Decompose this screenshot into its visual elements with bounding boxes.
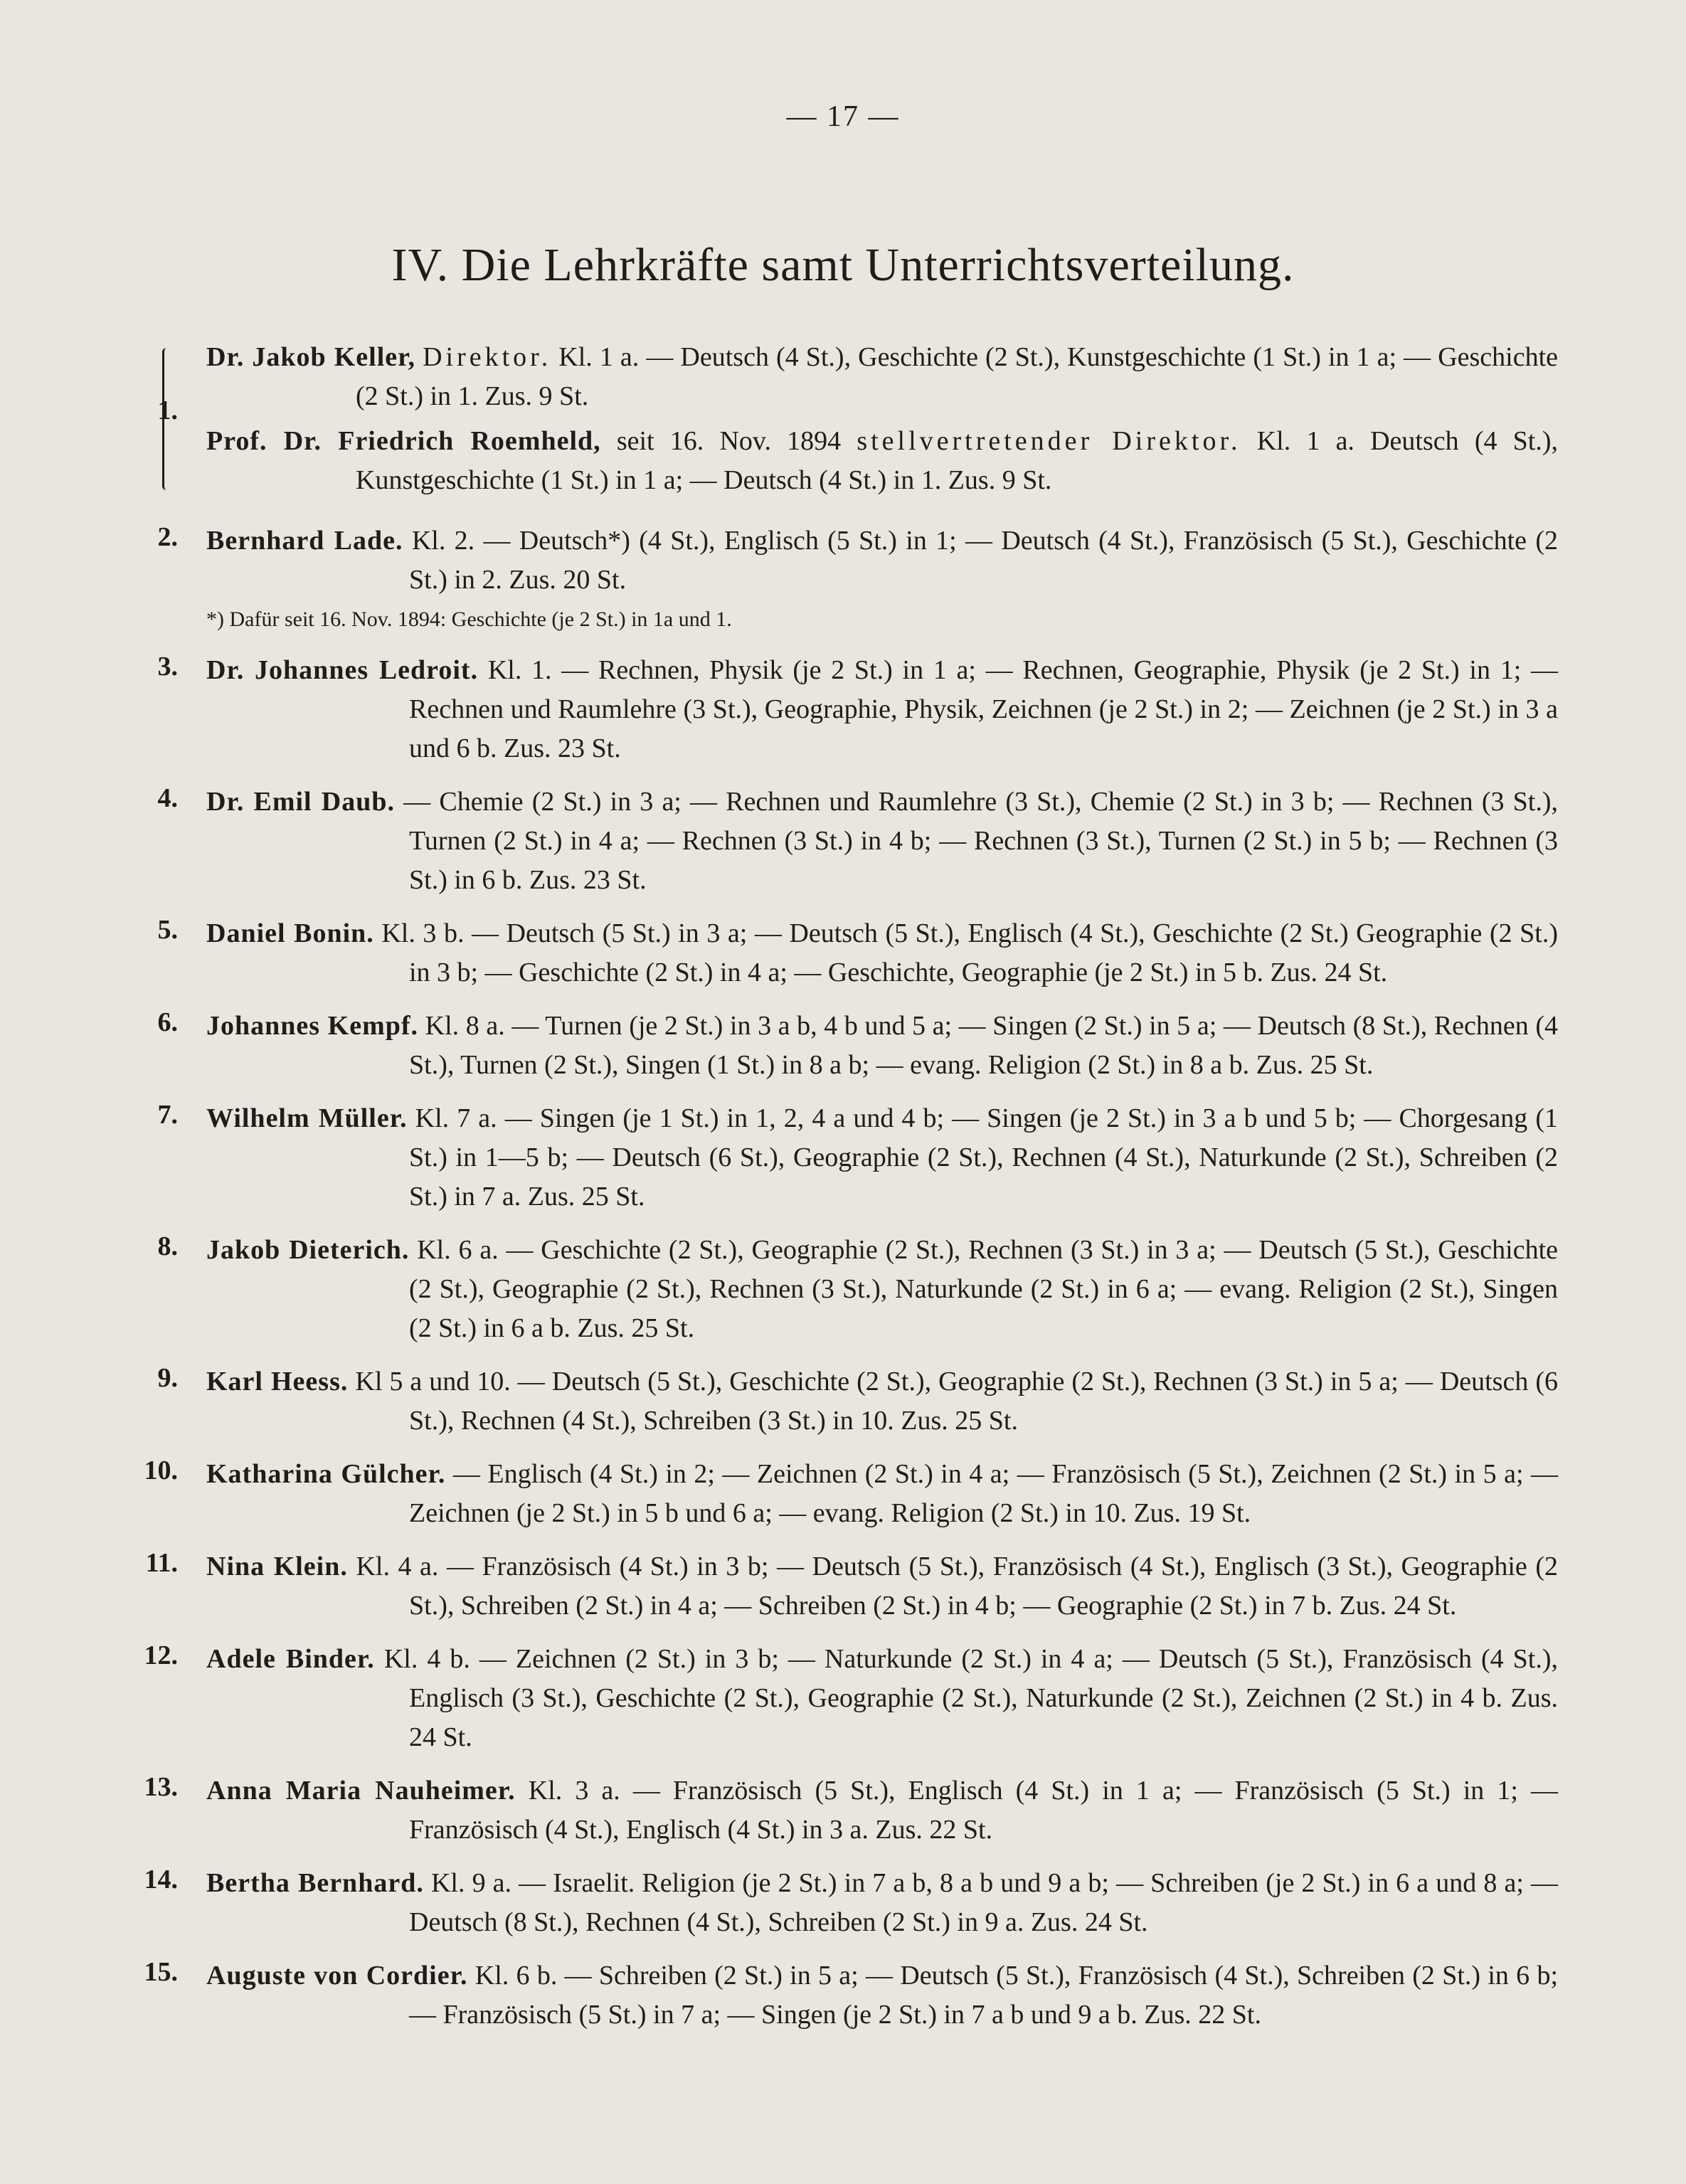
staff-name: Prof. Dr. Friedrich Roemheld, xyxy=(206,426,601,456)
staff-name: Dr. Johannes Ledroit. xyxy=(206,655,479,685)
staff-assignment: Kl. 6 b. — Schreiben (2 St.) in 5 a; — Deutsch (5 St.), Französisch (4 St.), Schreiben (2 St.) in 6 b; — Französisch (5 St.) in 7 a; — Singen (je 2 St.) in 7 a b und 9 a b. Zus. 22 St. xyxy=(409,1961,1559,2030)
staff-assignment: Kl. 6 a. — Geschichte (2 St.), Geographie (2 St.), Rechnen (3 St.) in 3 a; — Deutsch (5 St.), Geschichte (2 St.), Geographie (2 St.), Rechnen (3 St.), Naturkunde (2 St.) in 6 a; — evang. Religion (2 St.), Singen (2 St.) in 6 a b. Zus. 25 St. xyxy=(409,1235,1559,1343)
entry-number: 9. xyxy=(157,1363,178,1393)
entry-number: 7. xyxy=(157,1100,178,1130)
entry-number: 2. xyxy=(157,522,178,552)
staff-entry xyxy=(128,1362,1558,1441)
staff-role: stellvertretender Direktor. xyxy=(857,426,1241,456)
entry-number: 10. xyxy=(144,1456,178,1485)
entry-number: 12. xyxy=(144,1640,178,1670)
staff-entry xyxy=(128,1640,1558,1757)
staff-list xyxy=(128,338,1558,2049)
staff-entry xyxy=(128,1956,1558,2035)
staff-role: Direktor. xyxy=(423,342,552,372)
entry-number: 6. xyxy=(157,1007,178,1037)
staff-name: Wilhelm Müller. xyxy=(206,1103,408,1133)
staff-assignment: Kl. 1 a. Deutsch (4 St.), Kunstgeschichte (1 St.) in 1 a; — Deutsch (4 St.) in 1. Zus. 9 St. xyxy=(356,426,1559,495)
staff-name: Jakob Dieterich. xyxy=(206,1235,410,1265)
entry-number: 5. xyxy=(157,915,178,945)
staff-assignment: Kl. 3 a. — Französisch (5 St.), Englisch (4 St.) in 1 a; — Französisch (5 St.) in 1; — Französisch (4 St.), Englisch (4 St.) in 3 a. Zus. 22 St. xyxy=(409,1776,1558,1845)
staff-entry-1b xyxy=(206,422,1558,500)
staff-name: Bertha Bernhard. xyxy=(206,1868,424,1898)
staff-entry xyxy=(128,1864,1558,1942)
staff-entry xyxy=(128,1455,1558,1533)
staff-entry xyxy=(128,783,1558,900)
staff-assignment: Kl. 8 a. — Turnen (je 2 St.) in 3 a b, 4 b und 5 a; — Singen (2 St.) in 5 a; — Deutsch (8 St.), Rechnen (4 St.), Turnen (2 St.), Singen (1 St.) in 8 a b; — evang. Religion (2 St.) in 8 a b. Zus. 25 St. xyxy=(409,1011,1559,1080)
staff-name: Daniel Bonin. xyxy=(206,918,374,948)
page-number: — 17 — xyxy=(786,100,900,133)
staff-name: Auguste von Cordier. xyxy=(206,1961,468,1990)
entry-number: 3. xyxy=(157,652,178,682)
staff-name: Katharina Gülcher. xyxy=(206,1459,446,1489)
staff-name: Adele Binder. xyxy=(206,1644,375,1674)
staff-name: Anna Maria Nauheimer. xyxy=(206,1776,516,1806)
section-heading: IV. Die Lehrkräfte samt Unterrichtsverteilung. xyxy=(391,239,1295,291)
entry-number: 13. xyxy=(144,1772,178,1802)
staff-since: seit 16. Nov. 1894 xyxy=(616,426,842,456)
staff-entry xyxy=(128,1099,1558,1216)
staff-assignment: Kl. 3 b. — Deutsch (5 St.) in 3 a; — Deutsch (5 St.), Englisch (4 St.), Geschichte (2 St.) Geographie (2 St.) in 3 b; — Geschichte (2 St.) in 4 a; — Geschichte, Geographie (je 2 St.) in 5 b. Zus. 24 St. xyxy=(381,918,1558,987)
staff-entry-1 xyxy=(128,338,1558,500)
staff-entry xyxy=(128,1231,1558,1348)
staff-entry xyxy=(128,1771,1558,1850)
staff-name: Johannes Kempf. xyxy=(206,1011,419,1041)
staff-entry xyxy=(128,651,1558,768)
staff-entry xyxy=(128,1007,1558,1085)
entry-number: 1. xyxy=(157,396,178,425)
footnote: *) Dafür seit 16. Nov. 1894: Geschichte (je 2 St.) in 1a und 1. xyxy=(206,608,732,631)
staff-assignment: Kl. 1 a. — Deutsch (4 St.), Geschichte (2 St.), Kunstgeschichte (1 St.) in 1 a; — Geschichte (2 St.) in 1. Zus. 9 St. xyxy=(356,342,1559,411)
staff-assignment: — Englisch (4 St.) in 2; — Zeichnen (2 St.) in 4 a; — Französisch (5 St.), Zeichnen (2 St.) in 5 a; — Zeichnen (je 2 St.) in 5 b und 6 a; — evang. Religion (2 St.) in 10. Zus. 19 St. xyxy=(409,1459,1558,1528)
staff-entry xyxy=(128,521,1558,637)
staff-name: Nina Klein. xyxy=(206,1552,348,1581)
staff-assignment: Kl. 9 a. — Israelit. Religion (je 2 St.) in 7 a b, 8 a b und 9 a b; — Schreiben (je 2 St.) in 6 a und 8 a; — Deutsch (8 St.), Rechnen (4 St.), Schreiben (2 St.) in 9 a. Zus. 24 St. xyxy=(409,1868,1559,1937)
staff-assignment: Kl. 4 b. — Zeichnen (2 St.) in 3 b; — Naturkunde (2 St.) in 4 a; — Deutsch (5 St.), Französisch (4 St.), Englisch (3 St.), Geschichte (2 St.), Geographie (2 St.), Naturkunde (2 St.), Zeichnen (2 St.) in 4 b. Zus. 24 St. xyxy=(383,1644,1558,1752)
staff-assignment: Kl. 4 a. — Französisch (4 St.) in 3 b; — Deutsch (5 St.), Französisch (4 St.), Englisch (3 St.), Geographie (2 St.), Schreiben (2 St.) in 4 a; — Schreiben (2 St.) in 4 b; — Geographie (2 St.) in 7 b. Zus. 24 St. xyxy=(356,1552,1559,1621)
entry-number: 11. xyxy=(145,1548,178,1578)
staff-assignment: — Chemie (2 St.) in 3 a; — Rechnen und Raumlehre (3 St.), Chemie (2 St.) in 3 b; — Rechnen (3 St.), Turnen (2 St.) in 4 a; — Rechnen (3 St.) in 4 b; — Rechnen (3 St.), Turnen (2 St.) in 5 b; — Rechnen (3 St.) in 6 b. Zus. 23 St. xyxy=(403,787,1558,895)
entry-number: 8. xyxy=(157,1231,178,1261)
staff-assignment: Kl. 2. — Deutsch*) (4 St.), Englisch (5 St.) in 1; — Deutsch (4 St.), Französisch (5 St.), Geschichte (2 St.) in 2. Zus. 20 St. xyxy=(409,526,1559,595)
staff-entry xyxy=(128,1547,1558,1626)
staff-name: Dr. Jakob Keller, xyxy=(206,342,415,372)
staff-assignment: Kl. 1. — Rechnen, Physik (je 2 St.) in 1 a; — Rechnen, Geographie, Physik (je 2 St.) in 1; — Rechnen und Raumlehre (3 St.), Geographie, Physik, Zeichnen (je 2 St.) in 2; — Zeichnen (je 2 St.) in 3 a und 6 b. Zus. 23 St. xyxy=(409,655,1558,763)
staff-assignment: Kl. 7 a. — Singen (je 1 St.) in 1, 2, 4 a und 4 b; — Singen (je 2 St.) in 3 a b und 5 b; — Chorgesang (1 St.) in 1—5 b; — Deutsch (6 St.), Geographie (2 St.), Rechnen (4 St.), Naturkunde (2 St.), Schreiben (2 St.) in 7 a. Zus. 25 St. xyxy=(409,1103,1559,1212)
staff-name: Dr. Emil Daub. xyxy=(206,787,395,817)
staff-name: Karl Heess. xyxy=(206,1367,349,1396)
entry-number: 4. xyxy=(157,783,178,813)
staff-assignment: Kl 5 a und 10. — Deutsch (5 St.), Geschichte (2 St.), Geographie (2 St.), Rechnen (3 St.) in 5 a; — Deutsch (6 St.), Rechnen (4 St.), Schreiben (3 St.) in 10. Zus. 25 St. xyxy=(355,1367,1558,1436)
staff-entry xyxy=(128,914,1558,992)
staff-entry-1a xyxy=(206,338,1558,416)
entry-number: 15. xyxy=(144,1957,178,1987)
staff-name: Bernhard Lade. xyxy=(206,526,403,556)
entry-number: 14. xyxy=(144,1865,178,1894)
